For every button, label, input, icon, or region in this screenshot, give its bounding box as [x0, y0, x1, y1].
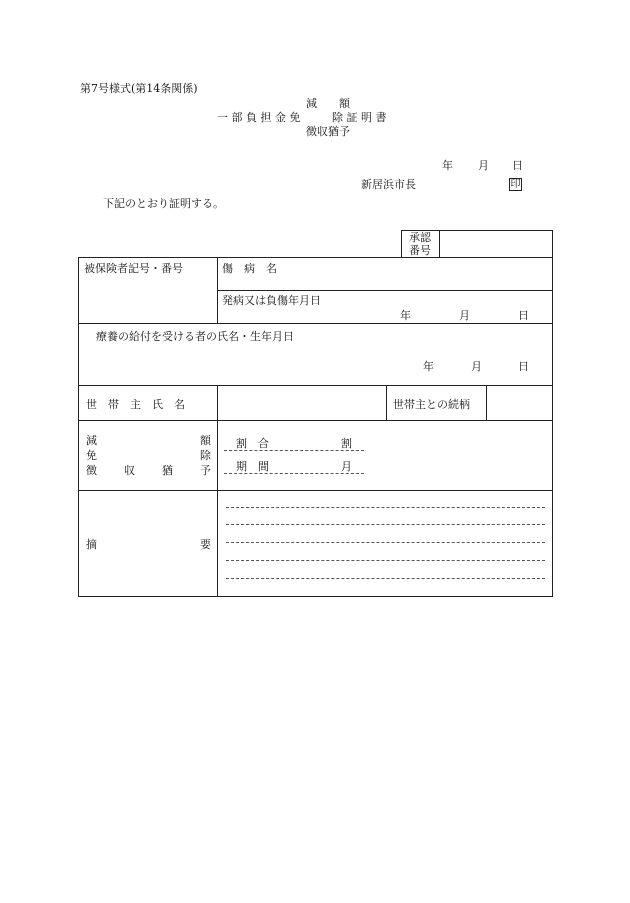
- recipient-label: 療養の給付を受ける者の氏名・生年月日: [96, 330, 294, 343]
- title-bottom: 徴収猶予: [306, 125, 350, 138]
- summary-dotline-2: [226, 524, 545, 525]
- recipient-day: 日: [518, 360, 529, 373]
- onset-month: 月: [459, 309, 470, 322]
- ratio-label: 割 合: [236, 437, 269, 450]
- injury-name-label: 傷 病 名: [222, 262, 277, 275]
- issuer-name: 新居浜市長: [361, 178, 416, 191]
- summary-dotline-4: [226, 560, 545, 561]
- title-top: 減 額: [306, 97, 350, 110]
- date-year: 年: [442, 159, 453, 172]
- title-main-right: 除 証 明 書: [332, 111, 387, 124]
- ratio-unit: 割: [341, 437, 352, 450]
- date-day: 日: [512, 159, 523, 172]
- summary-dotline-5: [226, 578, 545, 579]
- ratio-dotline: [224, 450, 364, 451]
- recipient-month: 月: [471, 360, 482, 373]
- summary-dotline-3: [226, 542, 545, 543]
- intro-text: 下記のとおり証明する。: [103, 197, 224, 210]
- period-label: 期 間: [236, 460, 269, 473]
- period-dotline: [224, 473, 364, 474]
- onset-day: 日: [518, 309, 529, 322]
- seal-mark: 印: [510, 179, 521, 190]
- householder-name-label: 世 帯 主 氏 名: [86, 398, 185, 411]
- form-number: 第7号様式(第14条関係): [80, 82, 198, 95]
- approval-label-2: 番号: [409, 244, 431, 257]
- insured-number-label: 被保険者記号・番号: [84, 262, 183, 275]
- recipient-year: 年: [423, 360, 434, 373]
- date-month: 月: [478, 159, 489, 172]
- approval-label-1: 承認: [409, 231, 431, 244]
- reduction-line-3: 徴 収 猶 予: [86, 464, 211, 477]
- reduction-line-2: 免 除: [86, 449, 211, 462]
- summary-dotline-1: [226, 507, 545, 508]
- reduction-line-1: 減 額: [86, 434, 211, 447]
- relation-label: 世帯主との続柄: [393, 398, 470, 411]
- summary-label: 摘 要: [86, 538, 211, 551]
- title-main-left: 一 部 負 担 金 免: [217, 111, 301, 124]
- period-unit: 月: [341, 460, 352, 473]
- onset-year: 年: [400, 309, 411, 322]
- onset-date-label: 発病又は負傷年月日: [222, 294, 321, 307]
